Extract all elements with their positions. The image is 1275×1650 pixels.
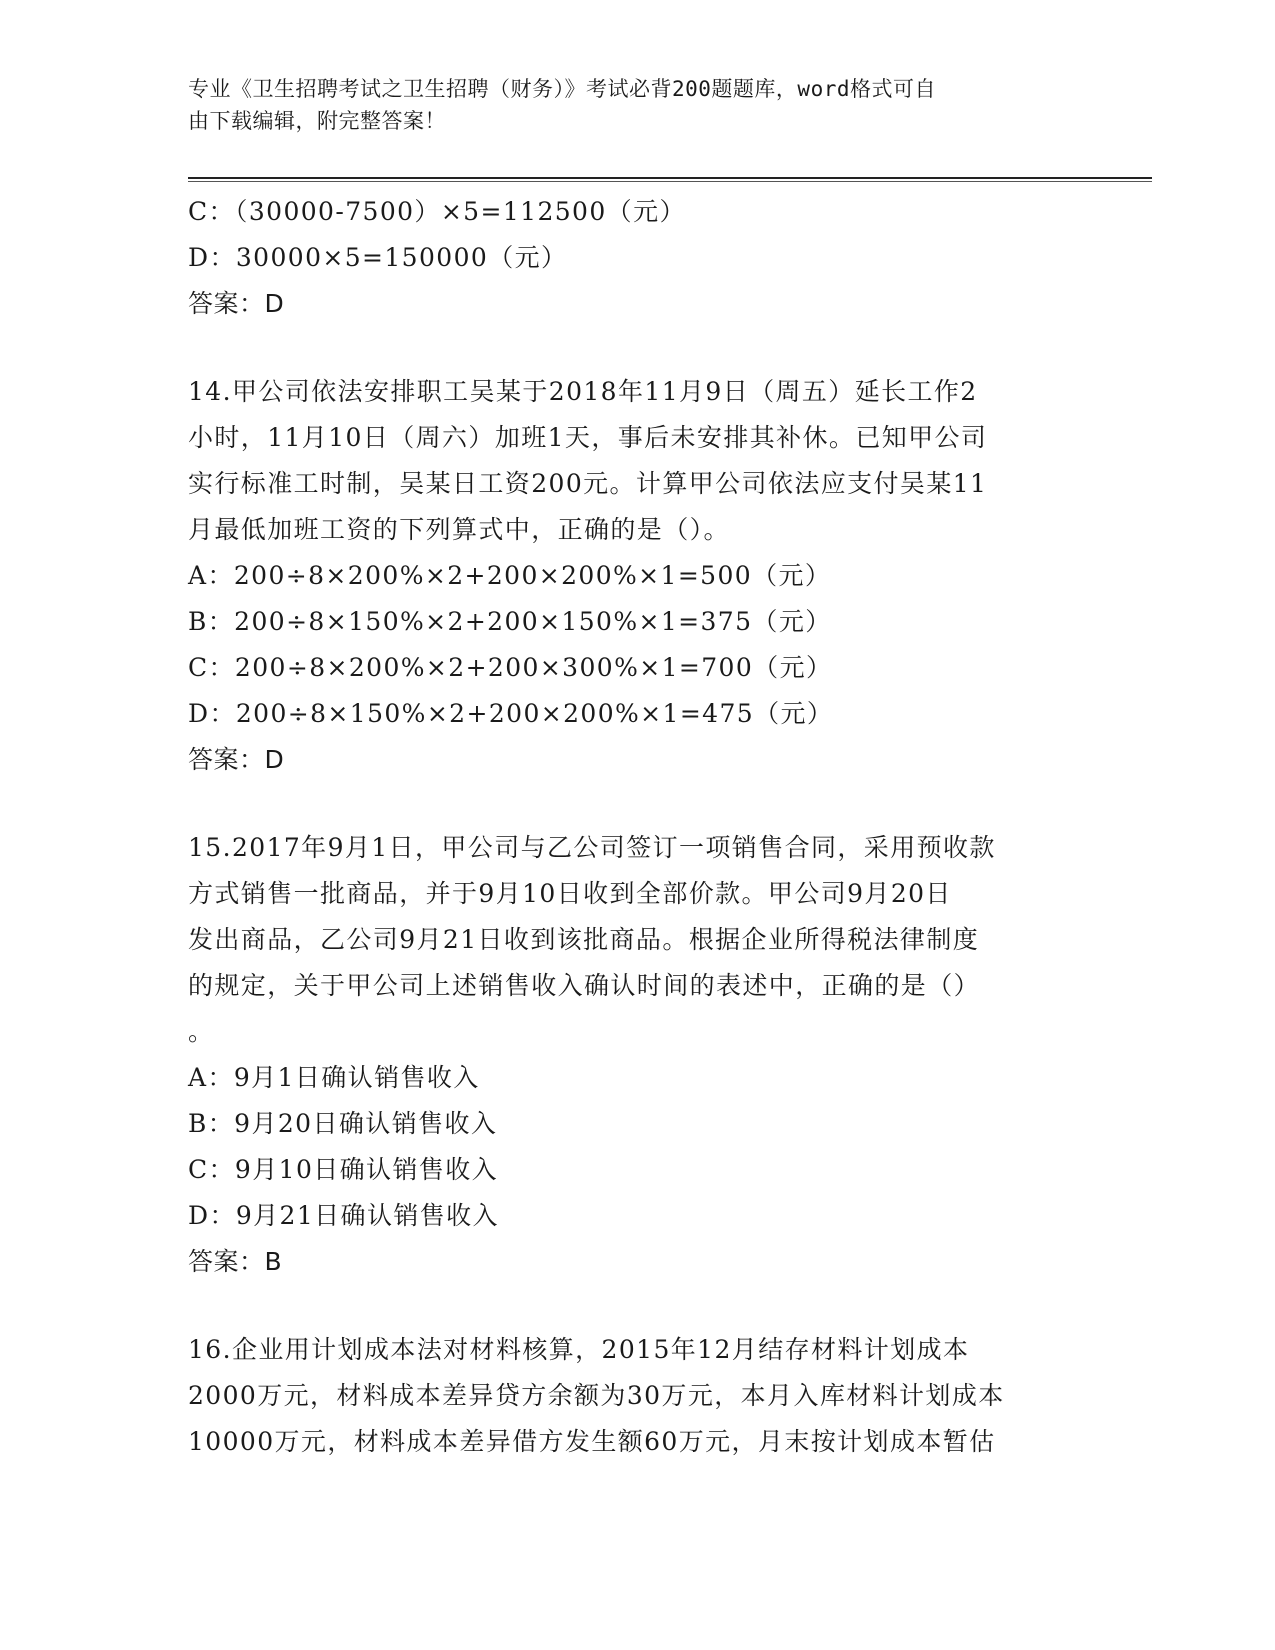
option-b: B：9月20日确认销售收入	[188, 1109, 498, 1138]
header-divider-thin	[188, 181, 1152, 182]
option-a: A：200÷8×200%×2+200×200%×1=500（元）	[188, 561, 832, 590]
question-text-line: 的规定，关于甲公司上述销售收入确认时间的表述中，正确的是（）	[188, 971, 981, 1000]
spacer	[188, 783, 1088, 825]
option-d: D：30000×5=150000（元）	[188, 243, 568, 272]
question-14	[188, 369, 1088, 783]
spacer	[188, 327, 1088, 369]
question-text-line: 14.甲公司依法安排职工吴某于2018年11月9日（周五）延长工作2	[188, 377, 978, 406]
question-text-line: 15.2017年9月1日，甲公司与乙公司签订一项销售合同，采用预收款	[188, 833, 996, 862]
answer-line: 答案：D	[188, 745, 285, 774]
question-text-line: 。	[188, 1017, 215, 1046]
question-16	[188, 1327, 1088, 1465]
option-b: B：200÷8×150%×2+200×150%×1=375（元）	[188, 607, 832, 636]
option-c: C：200÷8×200%×2+200×300%×1=700（元）	[188, 653, 833, 682]
question-text-line: 16.企业用计划成本法对材料核算，2015年12月结存材料计划成本	[188, 1335, 970, 1364]
document-body	[188, 189, 1088, 1465]
option-d: D：9月21日确认销售收入	[188, 1201, 499, 1230]
question-13-continued	[188, 189, 1088, 327]
header-line-2: 由下载编辑，附完整答案！	[188, 109, 446, 133]
spacer	[188, 1285, 1088, 1327]
question-text-line: 2000万元，材料成本差异贷方余额为30万元，本月入库材料计划成本	[188, 1381, 1005, 1410]
question-15	[188, 825, 1088, 1285]
option-d: D：200÷8×150%×2+200×200%×1=475（元）	[188, 699, 834, 728]
question-text-line: 发出商品，乙公司9月21日收到该批商品。根据企业所得税法律制度	[188, 925, 980, 954]
header-line-1: 专业《卫生招聘考试之卫生招聘（财务）》考试必背200题题库，word格式可自	[188, 77, 936, 101]
question-text-line: 10000万元，材料成本差异借方发生额60万元，月末按计划成本暂估	[188, 1427, 996, 1456]
header-divider	[188, 177, 1152, 179]
question-text-line: 实行标准工时制，吴某日工资200元。计算甲公司依法应支付吴某11	[188, 469, 988, 498]
option-c: C：9月10日确认销售收入	[188, 1155, 499, 1184]
question-text-line: 方式销售一批商品，并于9月10日收到全部价款。甲公司9月20日	[188, 879, 952, 908]
document-header	[188, 73, 1078, 137]
option-a: A：9月1日确认销售收入	[188, 1063, 480, 1092]
question-text-line: 小时，11月10日（周六）加班1天，事后未安排其补休。已知甲公司	[188, 423, 988, 452]
option-c: C：（30000-7500）×5=112500（元）	[188, 197, 686, 226]
answer-line: 答案：D	[188, 289, 285, 318]
question-text-line: 月最低加班工资的下列算式中，正确的是（）。	[188, 515, 730, 544]
answer-line: 答案：B	[188, 1247, 283, 1276]
